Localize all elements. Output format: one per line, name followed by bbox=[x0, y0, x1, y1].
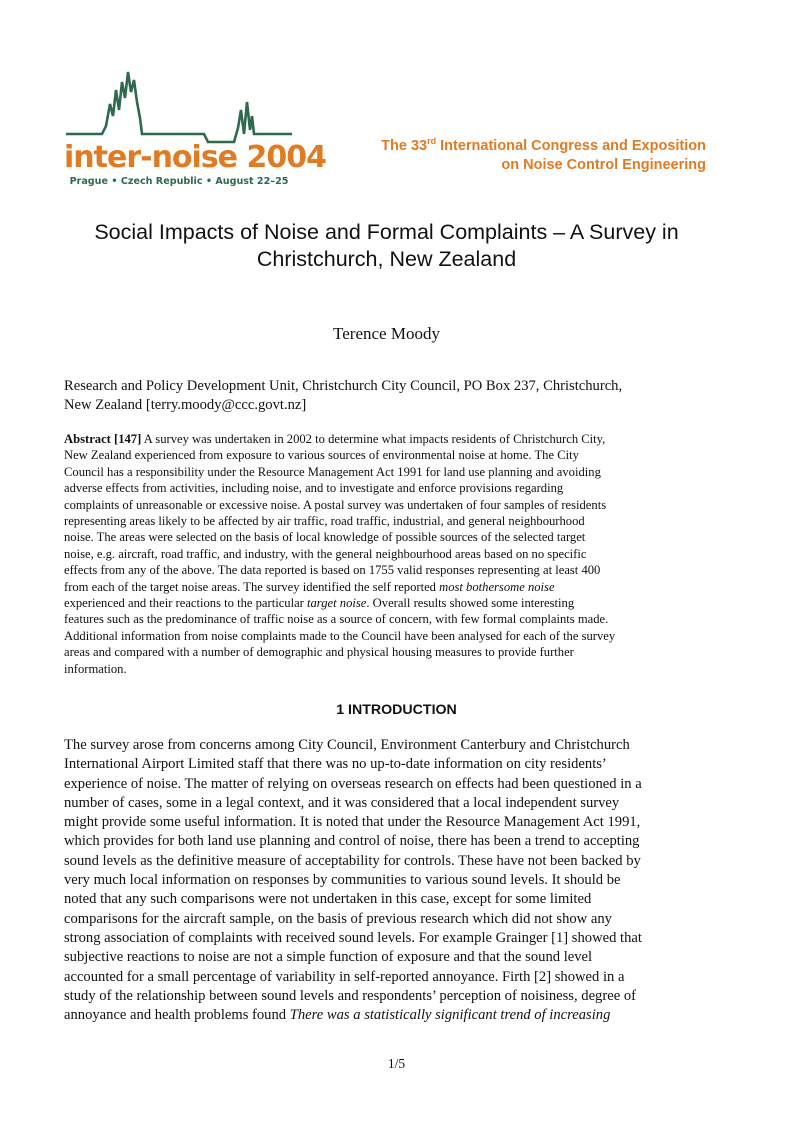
abstract-line: areas and compared with a number of demographic and physical housing measures to provide further bbox=[64, 645, 574, 660]
paper-title bbox=[40, 219, 733, 273]
abstract-line: experienced and their reactions to the particular bbox=[64, 596, 308, 611]
intro-line: subjective reactions to noise are not a simple function of exposure and that the sound level bbox=[64, 949, 593, 966]
intro-line: annoyance and health problems found bbox=[64, 1007, 290, 1024]
intro-line: sound levels as the definitive measure of acceptability for controls. These have not been backed by bbox=[64, 852, 641, 869]
page-number: 1/5 bbox=[387, 1056, 406, 1071]
intro-line: comparisons for the aircraft sample, on the basis of previous research which did not show any bbox=[64, 910, 612, 927]
congress-ordinal: rd bbox=[427, 136, 437, 146]
intro-line: number of cases, some in a legal context, and it was considered that a local independent survey bbox=[64, 794, 620, 811]
intro-line: International Airport Limited staff that there was no up-to-date information on city residents’ bbox=[64, 756, 607, 773]
intro-line: noted that any such comparisons were not undertaken in this case, except for some limited bbox=[64, 891, 592, 908]
intro-line: which provides for both land use planning and control of noise, there has been a trend to accepting bbox=[64, 833, 640, 850]
congress-line2: on Noise Control Engineering bbox=[501, 157, 706, 173]
abstract-line: effects from any of the above. The data reported is based on 1755 valid responses representing at least 400 bbox=[64, 563, 601, 578]
section-heading: 1 INTRODUCTION bbox=[336, 702, 457, 718]
abstract-label: Abstract [147] bbox=[64, 432, 142, 446]
introduction-text bbox=[64, 736, 714, 1025]
congress-line1-post: International Congress and Exposition bbox=[436, 138, 706, 154]
abstract-line: . Overall results showed some interesting bbox=[366, 596, 575, 611]
abstract-line: Additional information from noise complaints made to the Council have been analysed for each of the survey bbox=[64, 628, 616, 643]
abstract-emphasis: target noise bbox=[307, 596, 367, 611]
intro-line: might provide some useful information. It is noted that under the Resource Management Act 1991, bbox=[64, 814, 641, 831]
abstract-line: noise, e.g. aircraft, road traffic, and industry, with the general neighbourhood areas based on no specific bbox=[64, 546, 587, 561]
intro-line: very much local information on responses by communities to various sound levels. It should be bbox=[64, 872, 621, 889]
affiliation-line-2: New Zealand [terry.moody@ccc.govt.nz] bbox=[64, 397, 307, 413]
abstract-line: from each of the target noise areas. The survey identified the self reported bbox=[64, 579, 440, 594]
abstract bbox=[64, 431, 710, 677]
abstract-line: A survey was undertaken in 2002 to determine what impacts residents of Christchurch City, bbox=[141, 432, 606, 446]
title-line-2: Christchurch, New Zealand bbox=[256, 247, 517, 271]
intro-line: study of the relationship between sound levels and respondents’ perception of noisiness, degree of bbox=[64, 987, 636, 1004]
abstract-line: Council has a responsibility under the Resource Management Act 1991 for land use planning and avoiding bbox=[64, 464, 601, 479]
intro-line: experience of noise. The matter of relying on overseas research on effects had been questioned in a bbox=[64, 775, 642, 792]
abstract-line: information. bbox=[64, 661, 127, 676]
affiliation-line-1: Research and Policy Development Unit, Christchurch City Council, PO Box 237, Christchurch, bbox=[64, 378, 623, 394]
abstract-line: complaints of unreasonable or excessive noise. A postal survey was undertaken of four samples of residents bbox=[64, 497, 607, 512]
noise-waveform-icon bbox=[64, 68, 294, 148]
logo-subtitle: Prague • Czech Republic • August 22–25 bbox=[69, 176, 289, 187]
abstract-emphasis: most bothersome noise bbox=[439, 579, 555, 594]
congress-heading bbox=[381, 137, 706, 175]
intro-emphasis: There was a statistically significant trend of increasing bbox=[289, 1007, 611, 1024]
abstract-line: New Zealand experienced from exposure to various sources of environmental noise at home. The City bbox=[64, 448, 579, 463]
intro-line: accounted for a small percentage of variability in self-reported annoyance. Firth [2] showed in a bbox=[64, 968, 625, 985]
logo-wordmark: inter-noise 2004 bbox=[64, 140, 326, 175]
intro-line: The survey arose from concerns among City Council, Environment Canterbury and Christchurch bbox=[64, 737, 630, 753]
author-name: Terence Moody bbox=[333, 324, 440, 343]
inter-noise-logo bbox=[64, 68, 326, 196]
abstract-line: adverse effects from activities, including noise, and to investigate and enforce provisions regarding bbox=[64, 481, 564, 496]
intro-line: strong association of complaints with received sound levels. For example Grainger [1] showed that bbox=[64, 929, 642, 946]
abstract-line: representing areas likely to be affected by air traffic, road traffic, industrial, and general neighbourhood bbox=[64, 514, 585, 529]
congress-line1-pre: The 33 bbox=[381, 138, 428, 154]
abstract-line: noise. The areas were selected on the basis of local knowledge of possible sources of the selected target bbox=[64, 530, 586, 545]
abstract-line: features such as the predominance of traffic noise as a source of concern, with few formal complaints made. bbox=[64, 612, 609, 627]
affiliation bbox=[64, 377, 724, 415]
title-line-1: Social Impacts of Noise and Formal Complaints – A Survey in bbox=[94, 220, 679, 244]
